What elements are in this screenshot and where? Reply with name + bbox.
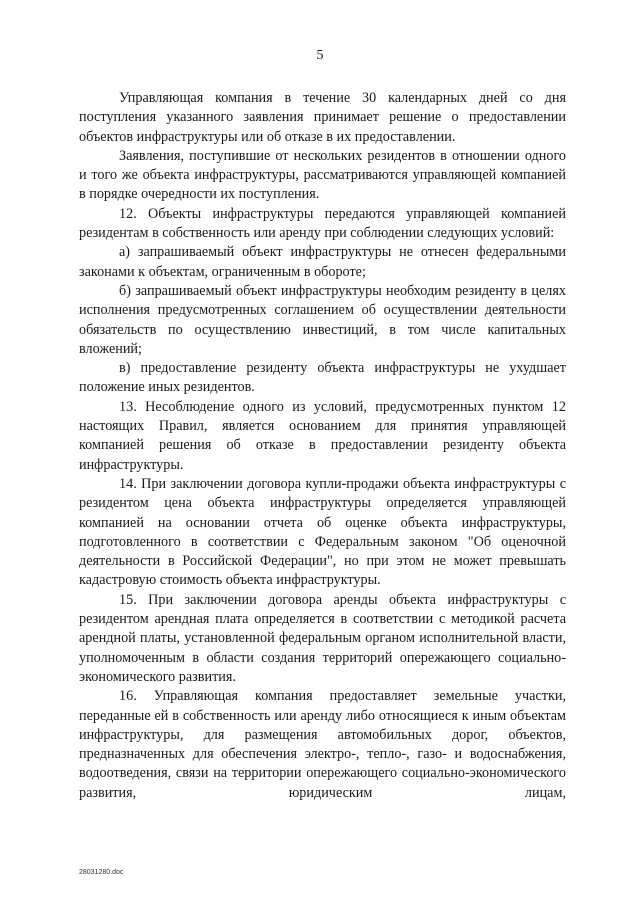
paragraph: 15. При заключении договора аренды объекта инфраструктуры с резидентом арендная плата определяется в соответствии с методикой расчета арендной платы, установленной федеральным органом исполнительной власти, уполномоченным в области создания территорий опережающего социально-экономического развития. (79, 591, 566, 685)
paragraph: 13. Несоблюдение одного из условий, предусмотренных пунктом 12 настоящих Правил, является основанием для принятия управляющей компанией решения об отказе в предоставлении резиденту объекта инфраструктуры. (79, 398, 566, 473)
paragraph: 14. При заключении договора купли-продажи объекта инфраструктуры с резидентом цена объекта инфраструктуры определяется управляющей компанией на основании отчета об оценке объекта инфраструктуры, подготовленного в соответствии с Федеральным законом "Об оценочной деятельности в Российской Федерации", но при этом не может превышать кадастровую стоимость объекта инфраструктуры. (79, 475, 566, 589)
paragraph: а) запрашиваемый объект инфраструктуры не отнесен федеральными законами к объектам, ограниченным в обороте; (79, 244, 566, 280)
document-body (79, 89, 566, 803)
paragraph: б) запрашиваемый объект инфраструктуры необходим резиденту в целях исполнения предусмотренных соглашением об осуществлении деятельности обязательств по осуществлению инвестиций, в том числе капитальных вложений; (79, 282, 566, 357)
paragraph: Управляющая компания в течение 30 календарных дней со дня поступления указанного заявления принимает решение о предоставлении объектов инфраструктуры или об отказе в их предоставлении. (79, 90, 566, 145)
footer-filename: 28031280.doc (79, 869, 124, 876)
paragraph: 16. Управляющая компания предоставляет земельные участки, переданные ей в собственность или аренду либо относящиеся к иным объектам инфраструктуры, для размещения автомобильных дорог, объектов, предназначенных для обеспечения электро-, тепло-, газо- и водоснабжения, водоотведения, связи на территории опережающего социально-экономического развития, юридическим лицам, (79, 688, 566, 801)
paragraph: в) предоставление резиденту объекта инфраструктуры не ухудшает положение иных резидентов. (79, 360, 566, 396)
paragraph: Заявления, поступившие от нескольких резидентов в отношении одного и того же объекта инфраструктуры, рассматриваются управляющей компанией в порядке очередности их поступления. (79, 147, 566, 203)
paragraph: 12. Объекты инфраструктуры передаются управляющей компанией резидентам в собственность или аренду при соблюдении следующих условий: (79, 205, 566, 242)
page-number: 5 (316, 48, 324, 63)
